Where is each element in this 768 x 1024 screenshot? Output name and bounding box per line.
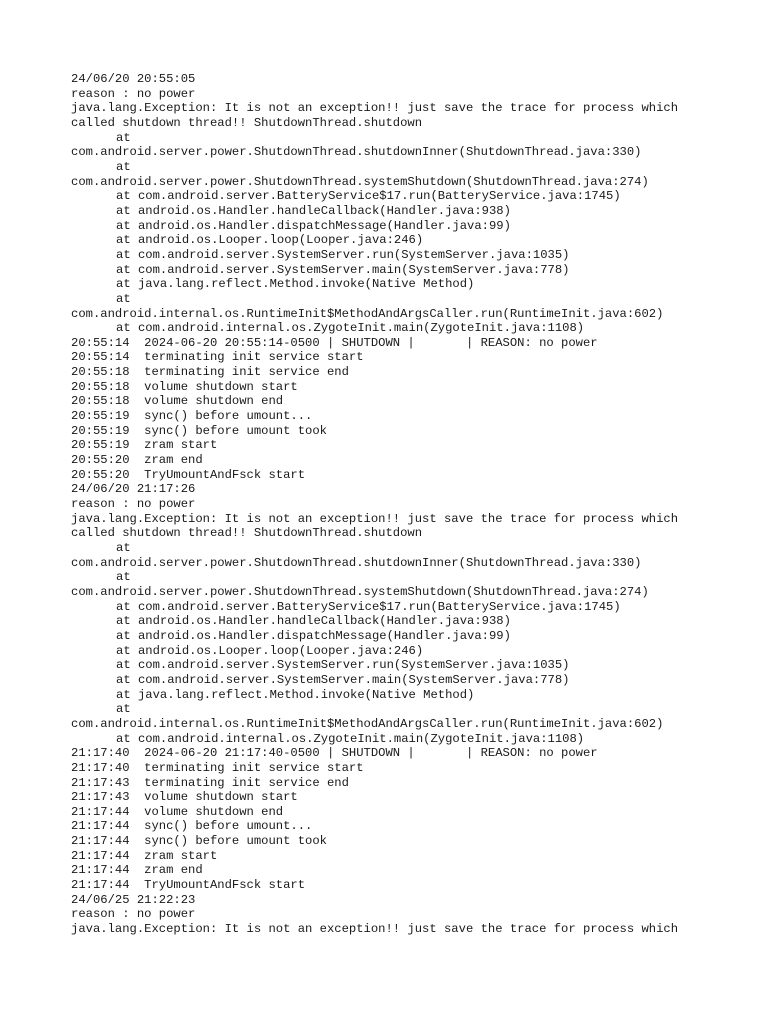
log-line: 20:55:19 sync() before umount took bbox=[71, 423, 327, 438]
log-line: com.android.server.power.ShutdownThread.shutdownInner(ShutdownThread.java:330) bbox=[71, 555, 642, 570]
log-line: 20:55:20 TryUmountAndFsck start bbox=[71, 467, 306, 482]
log-line: 21:17:44 sync() before umount took bbox=[71, 834, 327, 849]
stack-trace-line: at com.android.server.BatteryService$17.run(BatteryService.java:1745) bbox=[116, 189, 621, 204]
stack-trace-line: at android.os.Looper.loop(Looper.java:246) bbox=[116, 233, 424, 248]
stack-trace-line: at android.os.Looper.loop(Looper.java:246) bbox=[116, 643, 424, 658]
stack-trace-line: at com.android.server.SystemServer.main(SystemServer.java:778) bbox=[116, 672, 570, 687]
log-line: com.android.server.power.ShutdownThread.systemShutdown(ShutdownThread.java:274) bbox=[71, 174, 649, 189]
log-line: 21:17:40 terminating init service start bbox=[71, 760, 364, 775]
log-line: com.android.internal.os.RuntimeInit$MethodAndArgsCaller.run(RuntimeInit.java:602) bbox=[71, 306, 664, 321]
log-line: com.android.server.power.ShutdownThread.shutdownInner(ShutdownThread.java:330) bbox=[71, 145, 642, 160]
stack-trace-line: at bbox=[116, 541, 131, 555]
stack-trace-line: at com.android.internal.os.ZygoteInit.main(ZygoteInit.java:1108) bbox=[116, 731, 585, 746]
log-line: 20:55:18 volume shutdown start bbox=[71, 379, 298, 394]
stack-trace-line: at java.lang.reflect.Method.invoke(Native Method) bbox=[116, 277, 475, 292]
log-line: 24/06/20 21:17:26 bbox=[71, 482, 196, 497]
log-line: 21:17:44 volume shutdown end bbox=[71, 804, 284, 819]
log-line: reason : no power bbox=[71, 86, 196, 101]
log-line: java.lang.Exception: It is not an exception!! just save the trace for process which bbox=[71, 101, 679, 116]
log-line: 21:17:44 zram start bbox=[71, 848, 218, 863]
log-line: com.android.server.power.ShutdownThread.systemShutdown(ShutdownThread.java:274) bbox=[71, 584, 649, 599]
stack-trace-line: at bbox=[116, 159, 131, 174]
log-line: 21:17:43 volume shutdown start bbox=[71, 790, 298, 805]
log-line: called shutdown thread!! ShutdownThread.shutdown bbox=[71, 115, 423, 130]
log-line: 21:17:43 terminating init service end bbox=[71, 775, 349, 790]
stack-trace-line: at com.android.server.SystemServer.main(SystemServer.java:778) bbox=[116, 262, 570, 277]
stack-trace-line: at bbox=[116, 130, 131, 145]
log-line: java.lang.Exception: It is not an exception!! just save the trace for process which bbox=[71, 511, 679, 526]
stack-trace-line: at com.android.server.SystemServer.run(SystemServer.java:1035) bbox=[116, 247, 570, 262]
log-line: 24/06/20 20:55:05 bbox=[71, 72, 196, 86]
log-line: 21:17:40 2024-06-20 21:17:40-0500 | SHUTDOWN | | REASON: no power bbox=[71, 746, 598, 761]
log-line: 20:55:19 sync() before umount... bbox=[71, 409, 313, 424]
stack-trace-line: at android.os.Handler.dispatchMessage(Handler.java:99) bbox=[116, 628, 511, 643]
stack-trace-line: at com.android.internal.os.ZygoteInit.main(ZygoteInit.java:1108) bbox=[116, 321, 585, 336]
log-line: reason : no power bbox=[71, 497, 196, 512]
stack-trace-line: at java.lang.reflect.Method.invoke(Native Method) bbox=[116, 687, 475, 702]
stack-trace-line: at com.android.server.BatteryService$17.run(BatteryService.java:1745) bbox=[116, 599, 621, 614]
log-line: 20:55:18 terminating init service end bbox=[71, 365, 349, 380]
log-line: called shutdown thread!! ShutdownThread.shutdown bbox=[71, 526, 423, 541]
stack-trace-line: at bbox=[116, 702, 131, 717]
log-line: 20:55:20 zram end bbox=[71, 453, 203, 468]
log-line: 21:17:44 TryUmountAndFsck start bbox=[71, 878, 306, 893]
stack-trace-line: at com.android.server.SystemServer.run(SystemServer.java:1035) bbox=[116, 658, 570, 673]
log-line: 20:55:18 volume shutdown end bbox=[71, 394, 284, 409]
log-line: 20:55:14 2024-06-20 20:55:14-0500 | SHUTDOWN | | REASON: no power bbox=[71, 335, 598, 350]
log-line: reason : no power bbox=[71, 907, 196, 922]
log-line: 21:17:44 sync() before umount... bbox=[71, 819, 313, 834]
log-line: 20:55:14 terminating init service start bbox=[71, 350, 364, 365]
log-line: com.android.internal.os.RuntimeInit$MethodAndArgsCaller.run(RuntimeInit.java:602) bbox=[71, 716, 664, 731]
stack-trace-line: at android.os.Handler.handleCallback(Handler.java:938) bbox=[116, 614, 511, 629]
stack-trace-line: at bbox=[116, 570, 131, 585]
shutdown-log-text bbox=[71, 72, 761, 937]
log-line: 21:17:44 zram end bbox=[71, 863, 203, 878]
log-line: java.lang.Exception: It is not an exception!! just save the trace for process which bbox=[71, 922, 679, 937]
log-line: 20:55:19 zram start bbox=[71, 438, 218, 453]
stack-trace-line: at android.os.Handler.handleCallback(Handler.java:938) bbox=[116, 203, 511, 218]
log-line: 24/06/25 21:22:23 bbox=[71, 892, 196, 907]
stack-trace-line: at bbox=[116, 291, 131, 306]
stack-trace-line: at android.os.Handler.dispatchMessage(Handler.java:99) bbox=[116, 218, 511, 233]
